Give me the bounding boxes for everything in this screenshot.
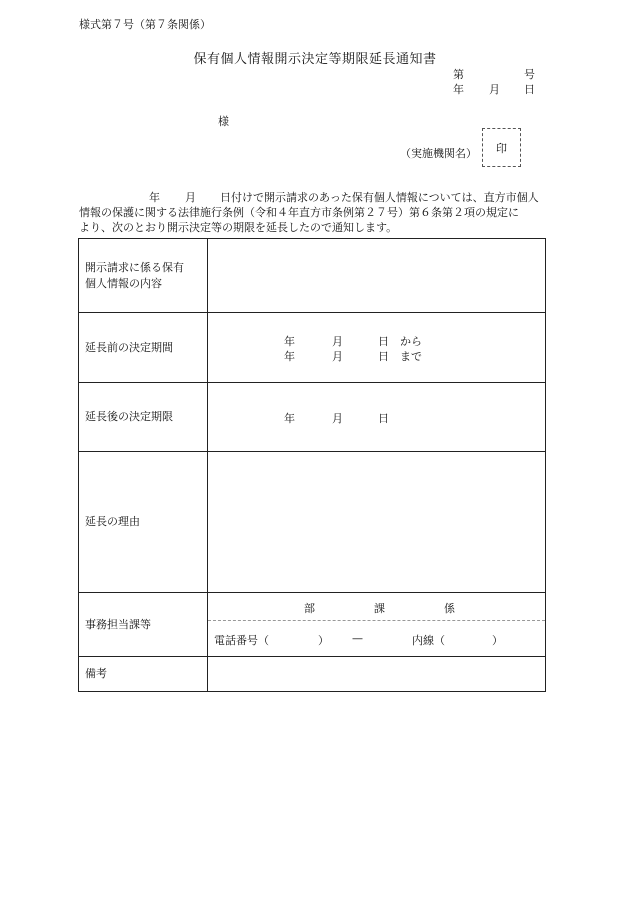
extension-close: ） — [492, 634, 503, 647]
deadline-after-field[interactable] — [208, 383, 546, 452]
agency-label: （実施機関名） — [400, 147, 477, 160]
intro-day-text: 日付けで開示請求のあった保有個人情報については、直方市個人 — [220, 191, 539, 204]
deadline-month: 月 — [332, 412, 343, 425]
period-from: から — [400, 335, 422, 348]
intro-paragraph — [79, 190, 547, 235]
period-start-day: 日 — [378, 335, 389, 348]
period-end-day: 日 — [378, 350, 389, 363]
content-field[interactable] — [208, 239, 546, 313]
period-start-year: 年 — [284, 335, 295, 348]
doc-number-prefix: 第 — [453, 68, 464, 81]
period-end-month: 月 — [332, 350, 343, 363]
deadline-year: 年 — [284, 412, 295, 425]
extension-label: 内線（ — [412, 634, 445, 647]
intro-line-3: より、次のとおり開示決定等の期限を延長したので通知します。 — [79, 221, 398, 234]
row-label — [79, 239, 208, 313]
date-year: 年 — [453, 83, 464, 96]
phone-close: ） — [318, 634, 329, 647]
period-until: まで — [400, 350, 422, 363]
table-row — [79, 239, 546, 313]
table-row — [79, 657, 546, 692]
contact-field — [208, 593, 546, 657]
date-month: 月 — [489, 83, 500, 96]
row-label: 延長前の決定期間 — [79, 313, 208, 383]
remarks-field[interactable] — [208, 657, 546, 692]
row1-label-line2: 個人情報の内容 — [85, 276, 162, 290]
row-label: 延長後の決定期限 — [79, 383, 208, 452]
date-day: 日 — [524, 83, 535, 96]
dept-bu: 部 — [304, 602, 315, 615]
notice-table — [78, 238, 546, 692]
table-row — [79, 383, 546, 452]
table-row — [79, 593, 546, 657]
reason-field[interactable] — [208, 452, 546, 593]
intro-year: 年 — [149, 191, 160, 204]
doc-number-suffix: 号 — [524, 68, 535, 81]
page-title: 保有個人情報開示決定等期限延長通知書 — [193, 52, 437, 67]
intro-line-2: 情報の保護に関する法律施行条例（令和４年直方市条例第２７号）第６条第２項の規定に — [79, 206, 519, 219]
form-number: 様式第７号（第７条関係） — [79, 18, 211, 31]
table-row — [79, 313, 546, 383]
period-start-month: 月 — [332, 335, 343, 348]
dept-kakari: 係 — [444, 602, 455, 615]
dept-ka: 課 — [374, 602, 385, 615]
intro-month: 月 — [185, 191, 196, 204]
row-label: 延長の理由 — [79, 452, 208, 593]
phone-dash: — — [352, 632, 363, 645]
period-before-field[interactable] — [208, 313, 546, 383]
seal-stamp — [482, 128, 521, 167]
deadline-day: 日 — [378, 412, 389, 425]
phone-label: 電話番号（ — [214, 634, 269, 647]
phone-line[interactable] — [208, 621, 545, 656]
seal-text: 印 — [496, 141, 507, 155]
intro-line-1 — [79, 190, 547, 205]
row-label: 事務担当課等 — [79, 593, 208, 657]
row1-label-line1: 開示請求に係る保有 — [85, 260, 184, 274]
addressee-suffix: 様 — [218, 115, 229, 128]
department-line[interactable] — [208, 593, 545, 621]
row-label: 備考 — [79, 657, 208, 692]
table-row — [79, 452, 546, 593]
period-end-year: 年 — [284, 350, 295, 363]
